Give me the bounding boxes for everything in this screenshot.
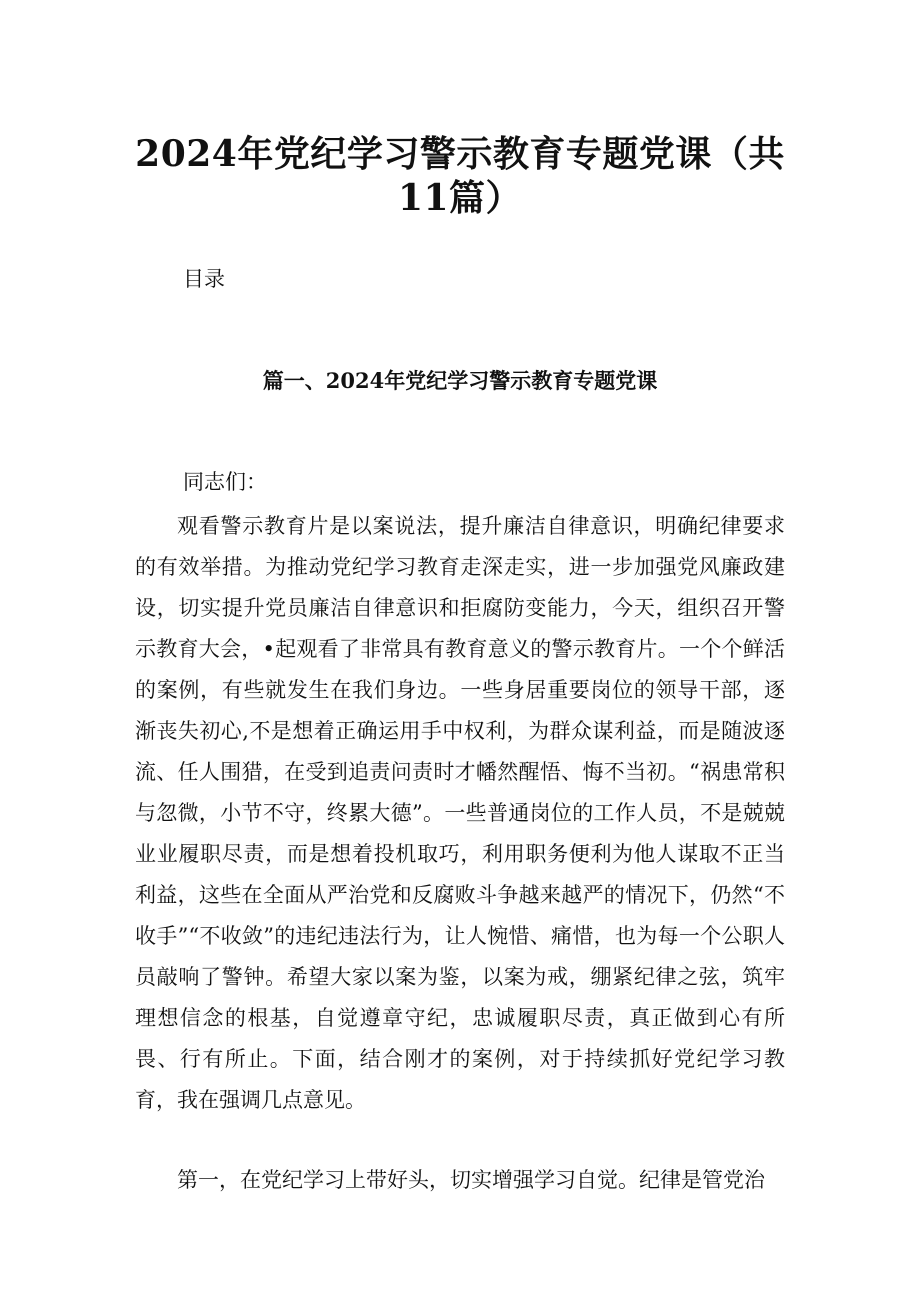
body-paragraph: 第一，在党纪学习上带好头，切实增强学习自觉。纪律是管党治 (177, 1168, 765, 1192)
salutation: 同志们： (183, 470, 267, 494)
section-heading: 篇一、2024年党纪学习警示教育专题党课 (262, 368, 658, 393)
toc-label: 目录 (183, 267, 225, 291)
document-title: 2024年党纪学习警示教育专题党课（共11篇） (135, 133, 785, 219)
body-paragraph: 观看警示教育片是以案说法，提升廉洁自律意识，明确纪律要求的有效举措。为推动党纪学习教育走深走实，进一步加强党风廉政建设，切实提升党员廉洁自律意识和拒腐防变能力，今天，组织召开警示教育大会，•起观看了非常具有教育意义的警示教育片。一个个鲜活的案例，有些就发生在我们身边。一些身居重要岗位的领导干部，逐渐丧失初心,不是想着正确运用手中权利，为群众谋利益，而是随波逐流、任人围猎，在受到追责问责时才幡然醒悟、悔不当初。“祸患常积与忽微，小节不守，终累大德”。一些普通岗位的工作人员，不是兢兢业业履职尽责，而是想着投机取巧，利用职务便利为他人谋取不正当利益，这些在全面从严治党和反腐败斗争越来越严的情况下，仍然“不收手”“不收敛”的违纪违法行为，让人惋惜、痛惜，也为每一个公职人员敲响了警钟。希望大家以案为鉴，以案为戒，绷紧纪律之弦，筑牢理想信念的根基，自觉遵章守纪，忠诚履职尽责，真正做到心有所畏、行有所止。下面，结合刚才的案例，对于持续抓好党纪学习教育，我在强调几点意见。 (135, 514, 785, 1112)
